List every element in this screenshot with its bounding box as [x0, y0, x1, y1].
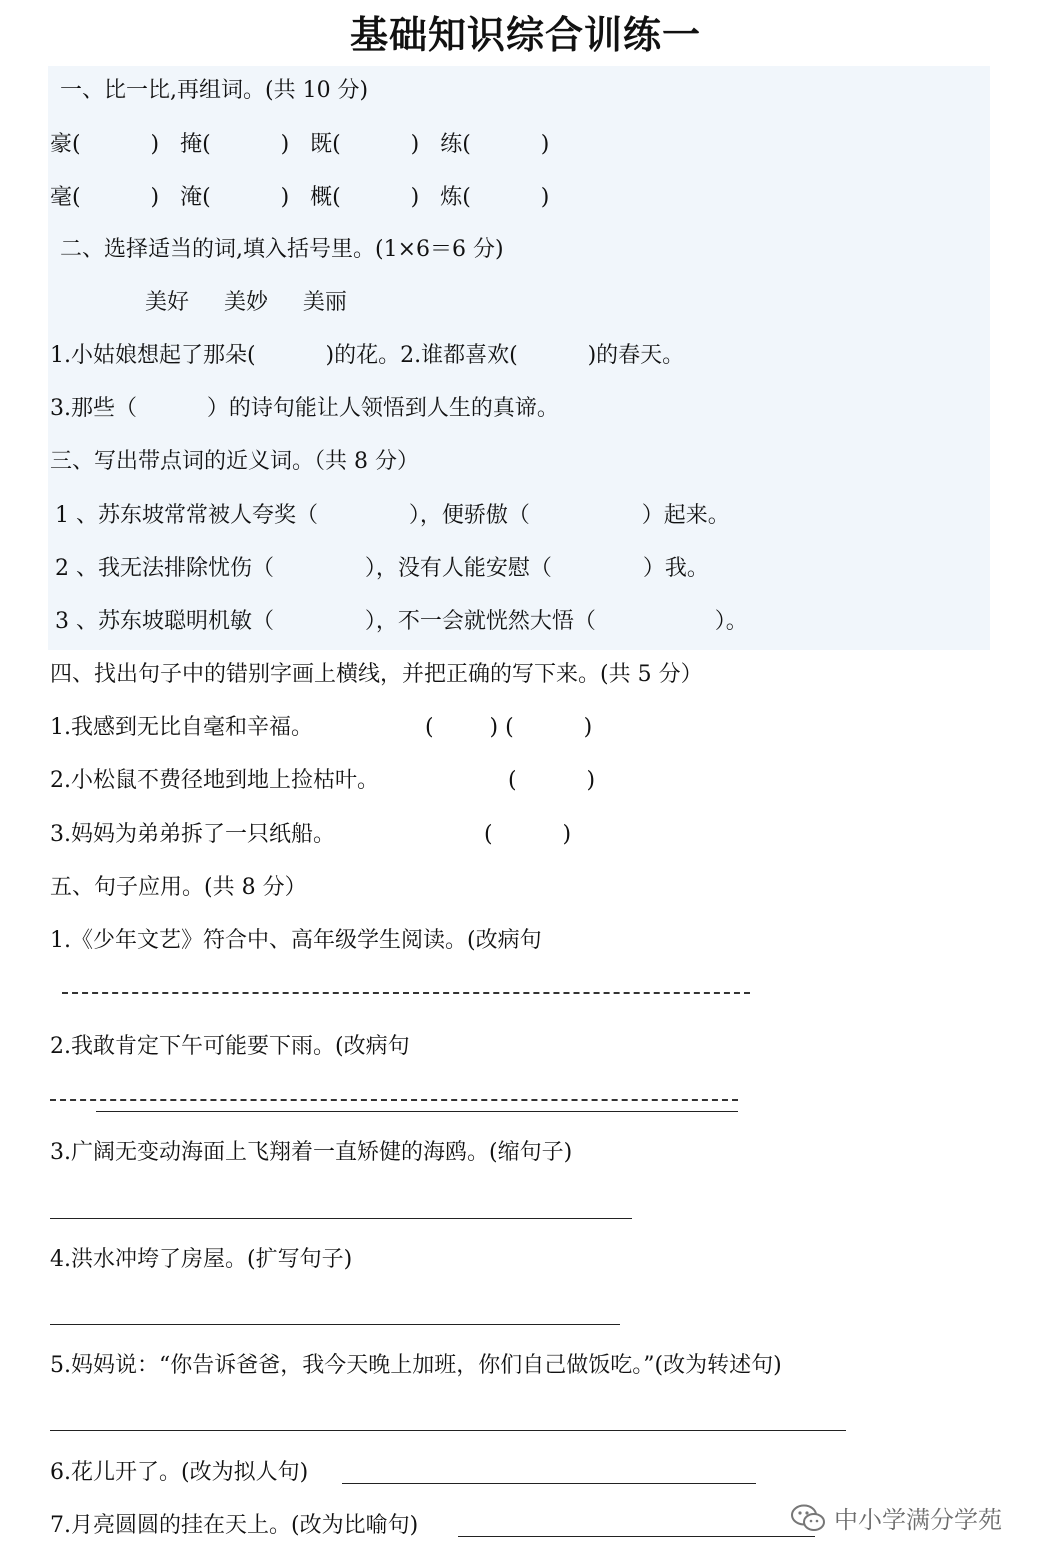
word-choices: 美好 美妙 美丽 — [145, 290, 347, 315]
section-2-q3: 3.那些（ ）的诗句能让人领悟到人生的真谛。 — [50, 396, 559, 421]
section-5-q7: 7.月亮圆圆的挂在天上。(改为比喻句) — [50, 1513, 419, 1538]
section-5-q1-answer-line[interactable] — [62, 992, 750, 994]
section-5-q1: 1.《少年文艺》符合中、高年级学生阅读。(改病句 — [50, 928, 542, 953]
section-5-q4: 4.洪水冲垮了房屋。(扩写句子) — [50, 1247, 353, 1272]
section-5-q3: 3.广阔无变动海面上飞翔着一直矫健的海鸥。(缩句子) — [50, 1140, 573, 1165]
section-5-q2-answer-underline — [96, 1111, 738, 1112]
section-5-q3-answer-line[interactable] — [50, 1218, 632, 1219]
section-1-row-2: 毫( ) 淹( ) 概( ) 炼( ) — [50, 185, 550, 210]
section-4-q3-answer[interactable]: ( ) — [484, 822, 572, 847]
section-3-q2: 2 、我无法排除忧伤（ ），没有人能安慰（ ）我。 — [55, 556, 709, 581]
section-5-q2-answer-line[interactable] — [50, 1099, 738, 1101]
page-title: 基础知识综合训练一 — [349, 12, 701, 57]
section-3-heading: 三、写出带点词的近义词。（共 8 分） — [50, 449, 419, 474]
section-5-q5: 5.妈妈说：“你告诉爸爸，我今天晚上加班，你们自己做饭吃。”(改为转述句) — [50, 1353, 782, 1378]
section-5-q5-answer-line[interactable] — [50, 1430, 846, 1431]
section-5-q6: 6.花儿开了。(改为拟人句) — [50, 1460, 309, 1485]
section-5-q6-answer-line[interactable] — [342, 1483, 756, 1484]
section-4-q2-answer[interactable]: ( ) — [508, 768, 596, 793]
watermark — [790, 1500, 1002, 1535]
section-4-q2: 2.小松鼠不费径地到地上捡枯叶。 — [50, 768, 379, 793]
section-2-q1-2: 1.小姑娘想起了那朵( )的花。2.谁都喜欢( )的春天。 — [50, 343, 685, 368]
section-2-heading: 二、选择适当的词,填入括号里。(1×6＝6 分) — [60, 237, 504, 262]
section-4-q1: 1.我感到无比自毫和辛福。 — [50, 715, 313, 740]
section-5-heading: 五、句子应用。(共 8 分） — [50, 875, 307, 900]
wechat-icon — [790, 1503, 826, 1533]
section-1-heading: 一、比一比,再组词。(共 10 分) — [60, 78, 369, 103]
watermark-text: 中小学满分学苑 — [834, 1506, 1002, 1534]
section-4-q3: 3.妈妈为弟弟拆了一只纸船。 — [50, 822, 335, 847]
section-5-q7-answer-line[interactable] — [458, 1536, 815, 1537]
section-5-q4-answer-line[interactable] — [50, 1324, 620, 1325]
section-4-heading: 四、找出句子中的错别字画上横线，并把正确的写下来。(共 5 分） — [50, 662, 703, 687]
section-1-row-1: 豪( ) 掩( ) 既( ) 练( ) — [50, 132, 550, 157]
section-5-q2: 2.我敢肯定下午可能要下雨。(改病句 — [50, 1034, 410, 1059]
section-3-q1: 1 、苏东坡常常被人夸奖（ ），便骄傲（ ）起来。 — [55, 503, 730, 528]
section-3-q3: 3 、苏东坡聪明机敏（ ），不一会就恍然大悟（ ）。 — [55, 609, 748, 634]
section-4-q1-answer[interactable]: ( ) ( ) — [425, 715, 593, 740]
